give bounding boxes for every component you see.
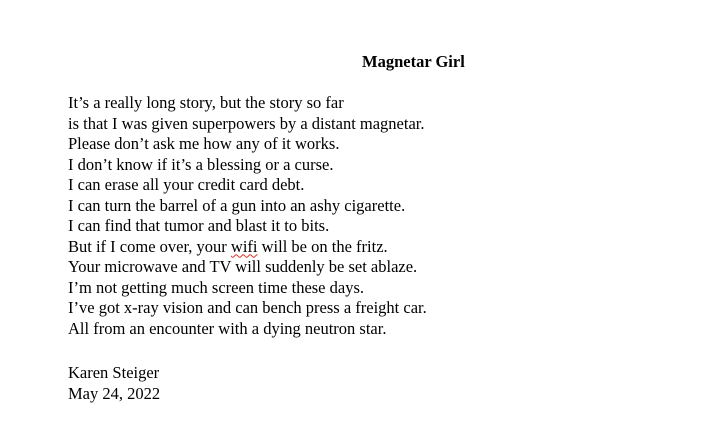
- poem-line-3: Please don’t ask me how any of it works.: [68, 134, 340, 153]
- poem-line-9: Your microwave and TV will suddenly be set ablaze.: [68, 257, 418, 276]
- poem-line-11: I’ve got x-ray vision and can bench press a freight car.: [68, 298, 427, 317]
- poem-line-1: It’s a really long story, but the story so far: [68, 93, 344, 112]
- poem-line-5: I can erase all your credit card debt.: [68, 175, 305, 194]
- poem-line-6: I can turn the barrel of a gun into an ashy cigarette.: [68, 195, 406, 215]
- poem-body: [68, 93, 427, 339]
- poem-title: Magnetar Girl: [362, 52, 465, 71]
- poem-line-10: I’m not getting much screen time these days.: [68, 277, 365, 297]
- poem-line-8-end: will be on the fritz.: [257, 236, 388, 256]
- poem-date: May 24, 2022: [68, 383, 161, 403]
- poem-line-7: I can find that tumor and blast it to bits.: [68, 216, 330, 235]
- poem-line-4: I don’t know if it’s a blessing or a curse.: [68, 154, 334, 174]
- poem-line-2: is that I was given superpowers by a distant magnetar.: [68, 113, 425, 133]
- poem-line-8-start: But if I come over, your: [68, 236, 231, 256]
- spellcheck-flagged-word[interactable]: wifi: [230, 236, 258, 256]
- poem-line-12: All from an encounter with a dying neutron star.: [68, 318, 387, 338]
- signature-block: [68, 363, 160, 404]
- poem-line-8: [68, 237, 427, 258]
- author-name: Karen Steiger: [68, 363, 160, 382]
